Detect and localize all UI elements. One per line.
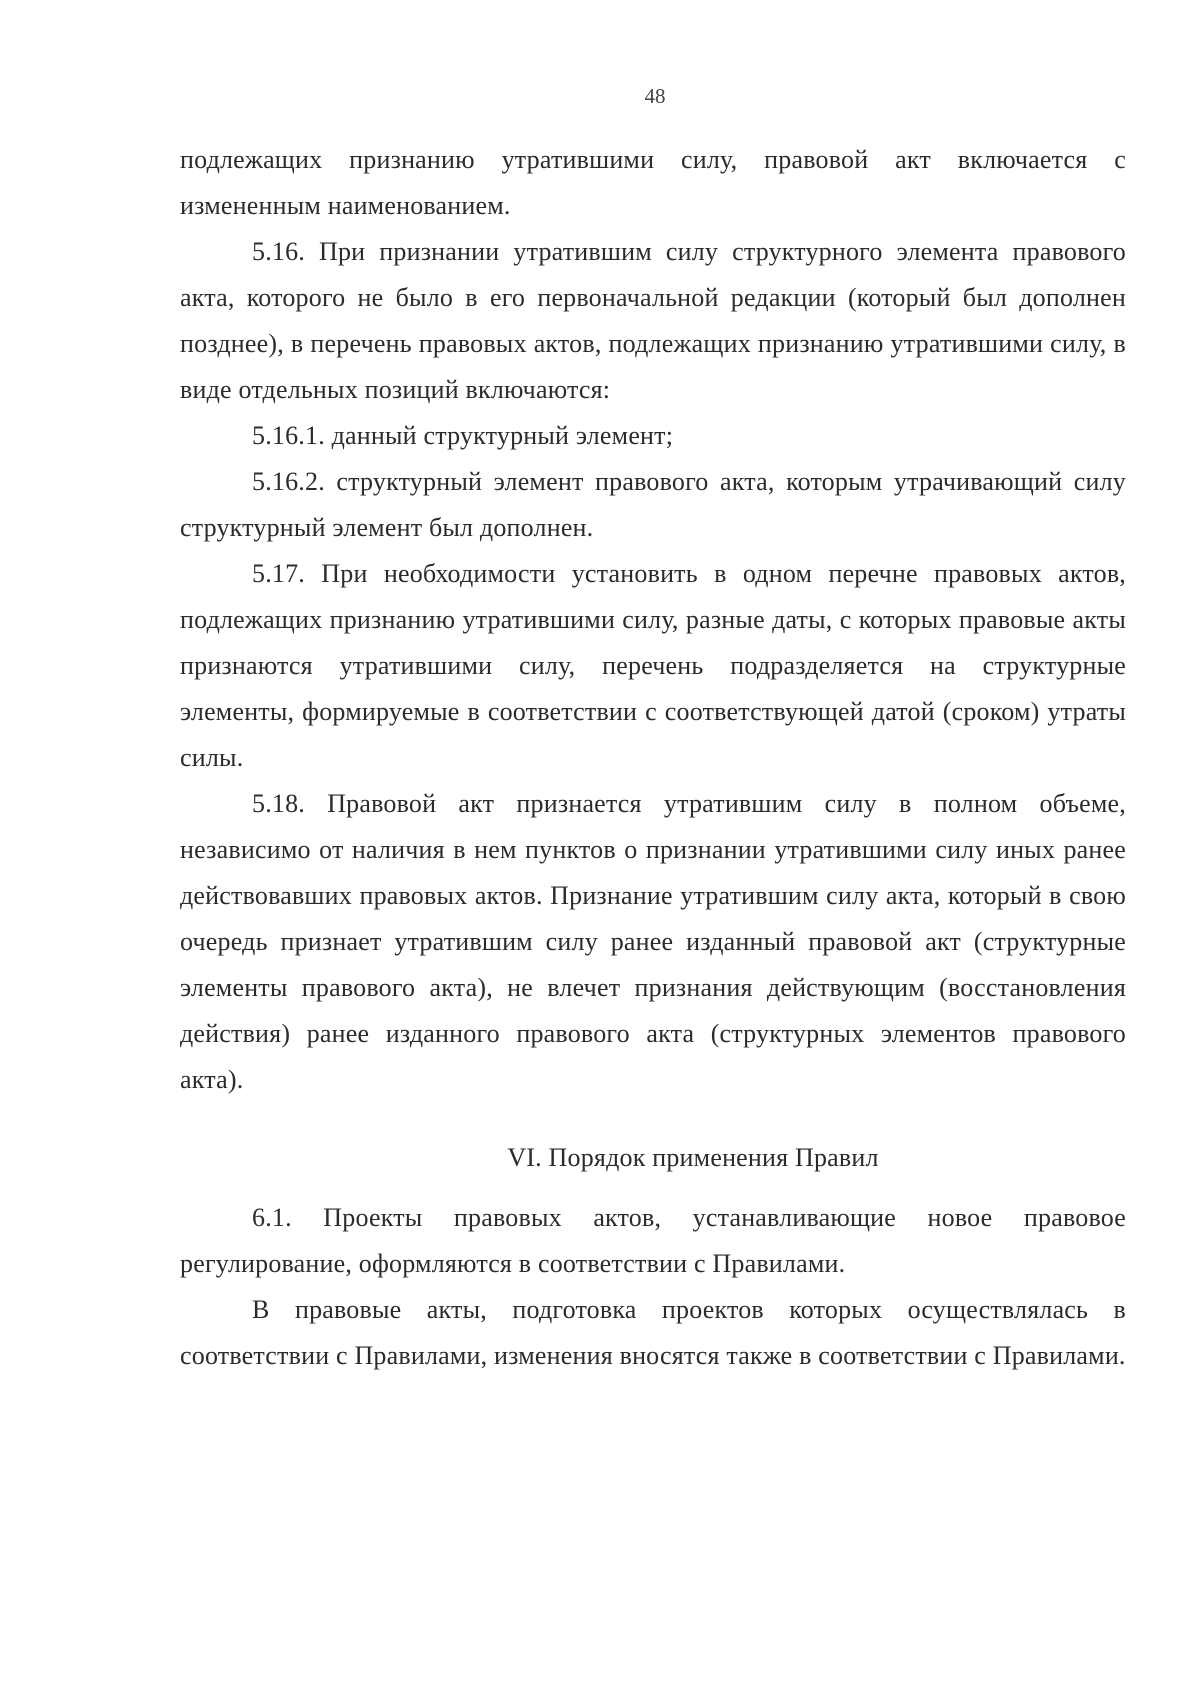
section-heading: VI. Порядок применения Правил	[507, 1143, 879, 1172]
paragraph-5-16: 5.16. При признании утратившим силу структурного элемента правового акта, которого не было в его первоначальной редакции (который был дополнен позднее), в перечень правовых актов, подлежащих признанию утратившими силу, в виде отдельных позиций включаются:	[180, 237, 1126, 404]
paragraph-5-16-2: 5.16.2. структурный элемент правового акта, которым утрачивающий силу структурный элемент был дополнен.	[180, 467, 1126, 542]
paragraph-6-1-continued: В правовые акты, подготовка проектов которых осуществлялась в соответствии с Правилами, изменения вносятся также в соответствии с Правилами.	[180, 1295, 1126, 1370]
paragraph-5-18: 5.18. Правовой акт признается утратившим силу в полном объеме, независимо от наличия в нем пунктов о признании утратившими силу иных ранее действовавших правовых актов. Признание утратившим силу акта, который в свою очередь признает утратившим силу ранее изданный правовой акт (структурные элементы правового акта), не влечет признания действующим (восстановления действия) ранее изданного правового акта (структурных элементов правового акта).	[180, 789, 1126, 1094]
paragraph-continuation: подлежащих признанию утратившими силу, правовой акт включается с измененным наименованием.	[180, 145, 1126, 220]
document-body	[180, 137, 1126, 1379]
paragraph-5-17: 5.17. При необходимости установить в одном перечне правовых актов, подлежащих признанию утратившими силу, разные даты, с которых правовые акты признаются утратившими силу, перечень подразделяется на структурные элементы, формируемые в соответствии с соответствующей датой (сроком) утраты силы.	[180, 559, 1126, 772]
page-number: 48	[644, 84, 666, 108]
paragraph-5-16-1: 5.16.1. данный структурный элемент;	[252, 421, 674, 450]
paragraph-6-1: 6.1. Проекты правовых актов, устанавливающие новое правовое регулирование, оформляются в соответствии с Правилами.	[180, 1203, 1126, 1278]
